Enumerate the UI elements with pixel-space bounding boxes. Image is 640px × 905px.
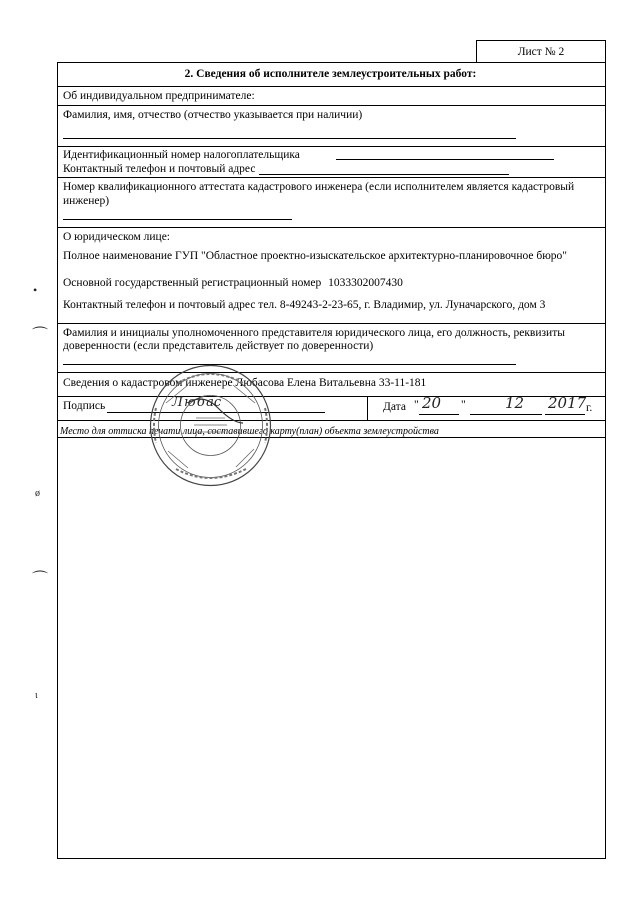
row-divider <box>57 420 606 421</box>
engineer-value: Любасова Елена Витальевна 33-11-181 <box>235 377 427 389</box>
margin-mark: ⌒ <box>32 327 49 344</box>
row-divider <box>57 437 606 438</box>
date-open-quote: " <box>414 399 419 411</box>
row-divider <box>57 86 606 87</box>
date-close-quote: " <box>461 399 466 411</box>
stamp-place-label: Место для оттиска печати лица, составившего карту(план) объекта землеустройства <box>60 426 439 437</box>
full-name-value: ГУП "Областное проектно-изыскательское архитектурно-планировочное бюро" <box>175 250 567 262</box>
date-year-suffix: г. <box>586 402 593 414</box>
row-divider <box>57 146 606 147</box>
row-divider <box>57 105 606 106</box>
certificate-label: Номер квалификационного аттестата кадастрового инженера (если исполнителем является кадастровый <box>63 181 575 193</box>
contact-blank <box>259 174 509 175</box>
individual-heading: Об индивидуальном предпринимателе: <box>63 90 255 102</box>
margin-mark: ø <box>35 488 40 499</box>
legal-contact-row <box>63 299 545 311</box>
day-blank <box>419 414 459 415</box>
certificate-blank <box>63 219 292 220</box>
full-name-label: Полное наименование <box>63 250 173 262</box>
legal-contact-value: тел. 8-49243-2-23-65, г. Владимир, ул. Луначарского, дом 3 <box>258 299 546 311</box>
date-year: 2017 <box>548 394 587 412</box>
fio-label: Фамилия, имя, отчество (отчество указывается при наличии) <box>63 109 363 121</box>
margin-mark: ɩ <box>35 690 38 701</box>
certificate-label-cont: инженер) <box>63 195 110 207</box>
full-name-row <box>63 250 567 262</box>
date-month: 12 <box>505 394 525 412</box>
round-seal <box>148 363 273 488</box>
signature-label: Подпись <box>63 400 106 412</box>
year-blank <box>545 414 585 415</box>
margin-mark: • <box>33 283 38 297</box>
date-day: 20 <box>422 394 442 412</box>
inn-blank <box>336 159 554 160</box>
fio-blank <box>63 138 516 139</box>
section-title: 2. Сведения об исполнителе землеустроительных работ: <box>184 68 477 80</box>
legal-heading: О юридическом лице: <box>63 231 170 243</box>
row-divider <box>57 177 606 178</box>
inn-label: Идентификационный номер налогоплательщика <box>63 149 300 161</box>
representative-label: Фамилия и инициалы уполномоченного представителя юридического лица, его должность, реквизиты <box>63 327 565 339</box>
ogrn-label: Основной государственный регистрационный номер <box>63 277 322 289</box>
signature-date-divider <box>367 396 368 420</box>
contact-label: Контактный телефон и почтовый адрес <box>63 163 256 175</box>
date-label: Дата <box>383 401 406 413</box>
row-divider <box>57 323 606 324</box>
sheet-number: Лист № 2 <box>476 40 606 63</box>
representative-blank <box>63 364 516 365</box>
ogrn-row <box>63 277 403 289</box>
ogrn-value: 1033302007430 <box>328 277 403 289</box>
row-divider <box>57 372 606 373</box>
representative-label-cont: доверенности (если представитель действует по доверенности) <box>63 340 374 352</box>
legal-contact-label: Контактный телефон и почтовый адрес <box>63 299 256 311</box>
month-blank <box>470 414 542 415</box>
engineer-label: Сведения о кадастровом инженере <box>63 377 233 389</box>
margin-mark: ⌒ <box>32 571 49 588</box>
handwritten-signature: Л ю б ас <box>172 395 222 410</box>
row-divider <box>57 227 606 228</box>
